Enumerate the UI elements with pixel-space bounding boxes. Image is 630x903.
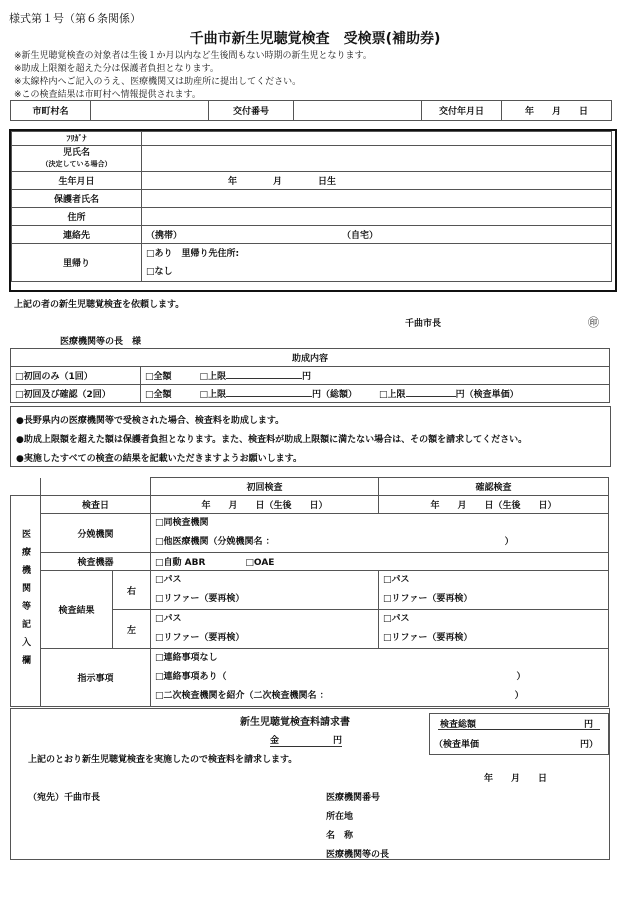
confirm-right-pass[interactable]: □パス [383,575,410,585]
address-label: 住所 [12,208,142,226]
confirm-right-refer[interactable]: □リファー（要再検） [383,594,473,604]
twice-limit2-checkbox[interactable]: □上限 [379,390,406,400]
note-1: ※新生児聴覚検査の対象者は生後１か月以内など生後間もない時期の新生児となります。 [14,51,372,61]
birth-label: 生年月日 [12,172,142,190]
right-ear-label: 右 [113,571,151,610]
municipality-label: 市町村名 [11,101,91,121]
device-abr-checkbox[interactable]: □自動 ABR [155,558,206,568]
medical-side-label: 医療機関等記入欄 [11,496,41,707]
subsidy-once-checkbox[interactable]: □初回のみ（1回） [11,367,141,385]
municipality-field[interactable] [91,101,209,121]
contact-field[interactable] [142,226,612,244]
total-yen: 円 [584,720,594,730]
addressee-label: 医療機関等の長 様 [60,337,142,347]
left-ear-label: 左 [113,610,151,649]
seal-mark: ㊞ [588,316,599,329]
twice-limit-checkbox[interactable]: □上限 [199,390,227,400]
furigana-label: ﾌﾘｶﾞﾅ [12,132,142,146]
confirm-left-pass[interactable]: □パス [383,614,410,624]
twice-full-checkbox[interactable]: □全額 [145,390,172,400]
form-title: 千曲市新生児聴覚検査 受検票(補助券) [189,31,441,47]
birth-field[interactable]: 年 月 日生 [142,172,612,190]
device-oae-checkbox[interactable]: □OAE [245,558,275,568]
child-name-field[interactable] [142,146,612,172]
once-full-checkbox[interactable]: □全額 [145,372,172,382]
result-label: 検査結果 [41,571,113,649]
initial-right-refer[interactable]: □リファー（要再検） [155,594,245,604]
inst-yes-close: ） [516,672,526,682]
once-yen: 円 [302,372,312,382]
org-name-label: 名 称 [326,831,354,841]
home-label: （自宅） [342,231,379,241]
initial-left-pass[interactable]: □パス [155,614,182,624]
address-field[interactable] [142,208,612,226]
note-4: ※この検査結果は市町村へ情報提供されます。 [14,90,201,100]
contact-label: 連絡先 [12,226,142,244]
child-name-sub: （決定している場合） [41,159,112,168]
once-limit-checkbox[interactable]: □上限 [199,372,227,382]
total-label: 検査総額 [440,720,477,730]
mobile-label: （携帯） [146,231,183,241]
inst-none-checkbox[interactable]: □連絡事項なし [155,653,218,663]
subsidy-header: 助成内容 [11,349,610,367]
initial-date-field[interactable]: 年 月 日（生後 日） [151,496,379,514]
confirm-date-field[interactable]: 年 月 日（生後 日） [379,496,609,514]
initial-right-pass[interactable]: □パス [155,575,182,585]
issue-number-label: 交付番号 [209,101,294,121]
subsidy-table [10,348,610,403]
medical-table [10,477,609,707]
confirm-left-refer[interactable]: □リファー（要再検） [383,633,473,643]
guardian-field[interactable] [142,190,612,208]
inst-refer-close: ） [514,691,524,701]
note-3: ※太線枠内へご記入のうえ、医療機関又は助産所に提出してください。 [14,77,302,87]
issue-table [10,100,612,121]
invoice-text: 上記のとおり新生児聴覚検査を実施したので検査料を請求します。 [28,755,298,765]
request-text: 上記の者の新生児聴覚検査を依頼します。 [14,300,185,310]
return-yes-checkbox[interactable]: □あり 里帰り先住所: [146,248,240,259]
subsidy-note-1: ●長野県内の医療機関等で受検された場合、検査料を助成します。 [16,416,285,426]
issue-date-field[interactable]: 年 月 日 [502,101,612,121]
note-2: ※助成上限額を超えた分は保護者負担となります。 [14,64,219,74]
guardian-label: 保護者氏名 [12,190,142,208]
subsidy-twice-checkbox[interactable]: □初回及び確認（2回） [11,385,141,403]
subsidy-note-2: ●助成上限額を超えた額は保護者負担となります。また、検査料が助成上限額に満たない場合は、その額を請求してください。 [16,435,528,445]
child-name-text: 児氏名 [62,147,90,158]
return-label: 里帰り [12,244,142,282]
facility-other-checkbox[interactable]: □他医療機関（分娩機関名 ： [155,537,275,547]
inst-refer-checkbox[interactable]: □二次検査機関を紹介（二次検査機関名 ： [155,691,329,701]
exam-date-label: 検査日 [41,496,151,514]
issue-number-field[interactable] [294,101,422,121]
initial-header: 初回検査 [151,478,379,496]
unit-yen: 円） [580,740,599,750]
invoice-to: （宛先）千曲市長 [28,793,101,803]
form-number: 様式第１号（第６条関係） [9,12,141,25]
facility-close: ） [504,537,514,547]
child-name-label [12,146,142,172]
initial-left-refer[interactable]: □リファー（要再検） [155,633,245,643]
instruction-label: 指示事項 [41,649,151,707]
issue-date-label: 交付年月日 [422,101,502,121]
twice-yen-unit: 円（検査単価） [455,390,519,400]
twice-yen-total: 円（総額） [312,390,358,400]
location-label: 所在地 [326,812,354,822]
furigana-field[interactable] [142,132,612,146]
confirm-header: 確認検査 [379,478,609,496]
device-label: 検査機器 [41,553,151,571]
unit-label: （検査単価 [434,740,480,750]
invoice-amount[interactable]: 金 円 [270,733,342,747]
code-label: 医療機関番号 [326,793,381,803]
invoice-date[interactable]: 年 月 日 [484,774,548,784]
head-label: 医療機関等の長 [326,850,390,860]
mayor-label: 千曲市長 [405,319,442,329]
invoice-title: 新生児聴覚検査料請求書 [240,717,350,728]
return-no-checkbox[interactable]: □なし [146,266,173,277]
facility-label: 分娩機関 [41,514,151,553]
return-field [142,244,612,282]
inst-yes-checkbox[interactable]: □連絡事項あり（ [155,672,227,682]
total-underline [438,729,600,730]
subsidy-note-3: ●実施したすべての検査の結果を記載いただきますようお願いします。 [16,454,302,464]
facility-same-checkbox[interactable]: □同検査機関 [155,518,209,528]
applicant-table [11,131,612,282]
